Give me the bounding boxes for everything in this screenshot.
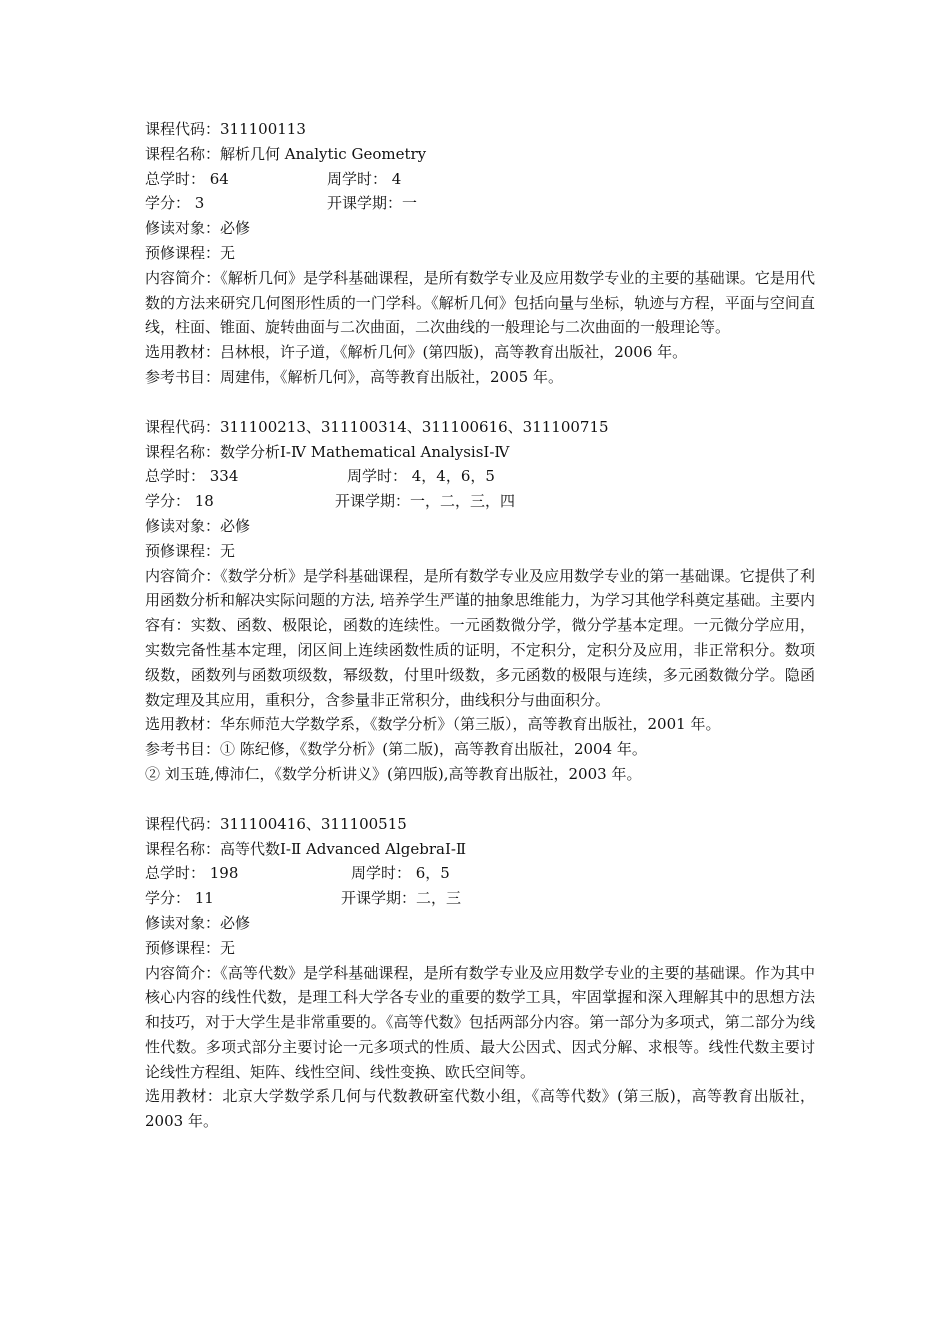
semester: 开课学期：二，三 (341, 889, 462, 908)
course-mathematical-analysis (145, 415, 815, 787)
total-hours: 总学时： 64 (145, 169, 229, 188)
course-name: 课程名称：高等代数Ⅰ-Ⅱ Advanced AlgebraⅠ-Ⅱ (145, 839, 467, 858)
credits-row (145, 489, 815, 514)
reference: ② 刘玉琏,傅沛仁，《数学分析讲义》(第四版),高等教育出版社，2003 年。 (145, 764, 642, 783)
prerequisite: 预修课程：无 (145, 938, 236, 957)
course-name: 课程名称：数学分析Ⅰ-Ⅳ Mathematical AnalysisⅠ-Ⅳ (145, 442, 510, 461)
credits: 学分： 18 (145, 492, 214, 511)
credits: 学分： 3 (145, 194, 205, 213)
document-page (145, 117, 815, 1159)
course-intro: 内容简介：《解析几何》是学科基础课程，是所有数学专业及应用数学专业的主要的基础课。它是用代数的方法来研究几何图形性质的一门学科。《解析几何》包括向量与坐标，轨迹与方程，平面与空间直线，柱面、锥面、旋转曲面与二次曲面，二次曲线的一般理论与二次曲面的一般理论等。 (145, 268, 815, 337)
weekly-hours: 周学时： 4，4，6，5 (347, 467, 495, 486)
audience: 修读对象：必修 (145, 516, 251, 535)
credits: 学分： 11 (145, 889, 214, 908)
textbook: 选用教材：华东师范大学数学系，《数学分析》（第三版），高等教育出版社，2001 年。 (145, 715, 721, 734)
course-intro: 内容简介：《高等代数》是学科基础课程，是所有数学专业及应用数学专业的主要的基础课。作为其中核心内容的线性代数，是理工科大学各专业的重要的数学工具，牢固掌握和深入理解其中的思想方法和技巧，对于大学生是非常重要的。《高等代数》包括两部分内容。第一部分为多项式，第二部分为线性代数。多项式部分主要讨论一元多项式的性质、最大公因式、因式分解、求根等。线性代数主要讨论线性方程组、矩阵、线性空间、线性变换、欧氏空间等。 (145, 963, 815, 1081)
course-name: 课程名称：解析几何 Analytic Geometry (145, 144, 427, 163)
prerequisite: 预修课程：无 (145, 541, 236, 560)
credits-row (145, 886, 815, 911)
audience: 修读对象：必修 (145, 913, 251, 932)
audience: 修读对象：必修 (145, 219, 251, 238)
credits-row (145, 191, 815, 216)
semester: 开课学期：一 (327, 194, 418, 213)
textbook: 选用教材：北京大学数学系几何与代数教研室代数小组，《高等代数》(第三版)，高等教育出版社，2003 年。 (145, 1087, 815, 1131)
weekly-hours: 周学时： 6，5 (351, 864, 450, 883)
hours-row (145, 167, 815, 192)
course-analytic-geometry (145, 117, 815, 390)
total-hours: 总学时： 334 (145, 467, 239, 486)
course-intro: 内容简介：《数学分析》是学科基础课程，是所有数学专业及应用数学专业的第一基础课。它提供了利用函数分析和解决实际问题的方法, 培养学生严谨的抽象思维能力，为学习其他学科奠定基础。主要内容有：实数、函数、极限论，函数的连续性。一元函数微分学，微分学基本定理。一元微分学应用，实数完备性基本定理，闭区间上连续函数性质的证明，不定积分，定积分及应用，非正常积分。数项级数，函数列与函数项级数，幂级数，付里叶级数，多元函数的极限与连续，多元函数微分学。隐函数定理及其应用，重积分，含参量非正常积分，曲线积分与曲面积分。 (145, 566, 815, 709)
reference: 参考书目：① 陈纪修，《数学分析》(第二版)，高等教育出版社，2004 年。 (145, 740, 647, 759)
reference: 参考书目：周建伟，《解析几何》，高等教育出版社，2005 年。 (145, 367, 563, 386)
total-hours: 总学时： 198 (145, 864, 239, 883)
course-advanced-algebra (145, 812, 815, 1134)
weekly-hours: 周学时： 4 (327, 169, 402, 188)
hours-row (145, 464, 815, 489)
prerequisite: 预修课程：无 (145, 243, 236, 262)
course-code: 课程代码：311100113 (145, 120, 306, 138)
course-code: 课程代码：311100416、311100515 (145, 814, 407, 833)
course-code: 课程代码：311100213、311100314、311100616、311100715 (145, 417, 609, 436)
semester: 开课学期：一，二，三，四 (335, 492, 516, 511)
hours-row (145, 861, 815, 886)
textbook: 选用教材：吕林根，许子道，《解析几何》(第四版)，高等教育出版社，2006 年。 (145, 343, 688, 362)
